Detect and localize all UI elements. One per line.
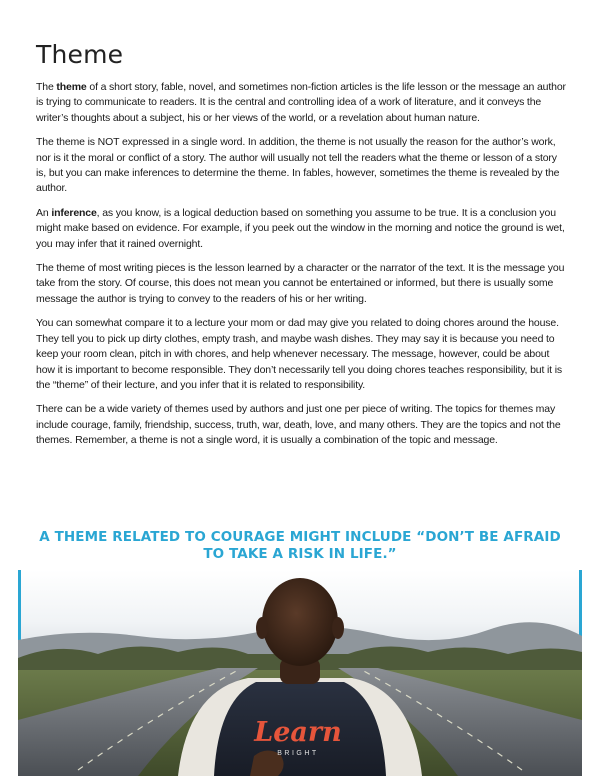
paragraph-lecture-comparison: You can somewhat compare it to a lecture your mom or dad may give you related to doing chores around the house. They tell you to pick up dirty clothes, empty trash, and maybe wash dishes. They may say it is because you need to keep your room clean, pitch in with chores, and help whenever necessary. The message, however, could be about how it is important to become responsible. They don’t necessarily tell you doing chores teaches responsibility, but it is the “theme” of their lecture, and you infer that it is related to responsibility. (36, 317, 562, 391)
paragraph-variety-of-themes: There can be a wide variety of themes used by authors and just one per piece of writing. The topics for themes may include courage, family, friendship, success, truth, war, death, love, and many others. They are the topics and not the themes. Remember, a theme is not a single word, it is usually a combination of the topic and message. (36, 403, 561, 447)
term-theme: theme (56, 81, 87, 93)
paragraph-lesson-learned: The theme of most writing pieces is the lesson learned by a character or the narrator of the text. It is the message you take from the story. Of course, this does not mean you cannot be entertained or informed, but there is usually some message the author is trying to convey to the readers of his or her writing. (36, 262, 565, 305)
term-inference: inference (51, 206, 97, 219)
paragraph-theme-not-word: The theme is NOT expressed in a single word. In addition, the theme is not usually the reason for the author’s work, nor is it the moral or conflict of a story. The author will usually not tell the readers what the theme or lesson of a story is, but you can make inferences to determine the theme. In fables, however, sometimes the theme is revealed by the author. (36, 136, 560, 195)
person-right-ear (332, 617, 344, 639)
paragraph-text: of a short story, fable, novel, and sometimes non-fiction articles is the life lesson or the message an author is trying to communicate to readers. It is the central and controlling idea of a work of literature, and it conveys the writer’s thoughts about a subject, his or her views of the world, or a revelation about human nature. (36, 81, 566, 124)
paragraph-inference (36, 206, 566, 252)
learn-bright-logo-sub: BRIGHT (277, 750, 319, 757)
paragraph-text: , as you know, is a logical deduction based on something you assume to be true. It is a conclusion you might make based on evidence. For example, if you peek out the window in the morning and notice the ground is wet, you may infer that it rained overnight. (36, 206, 565, 250)
paragraph-theme-definition (36, 80, 566, 126)
body-text (36, 80, 566, 458)
person-head (262, 578, 338, 666)
paragraph-text: The (36, 81, 57, 93)
page-title: Theme (36, 40, 124, 69)
callout-quote: A THEME RELATED TO COURAGE MIGHT INCLUDE “DON’T BE AFRAID TO TAKE A RISK IN LIFE.” (39, 529, 561, 562)
person-left-ear (256, 617, 268, 639)
paragraph-text: An (36, 206, 52, 219)
learn-bright-logo: Learn (254, 717, 342, 748)
